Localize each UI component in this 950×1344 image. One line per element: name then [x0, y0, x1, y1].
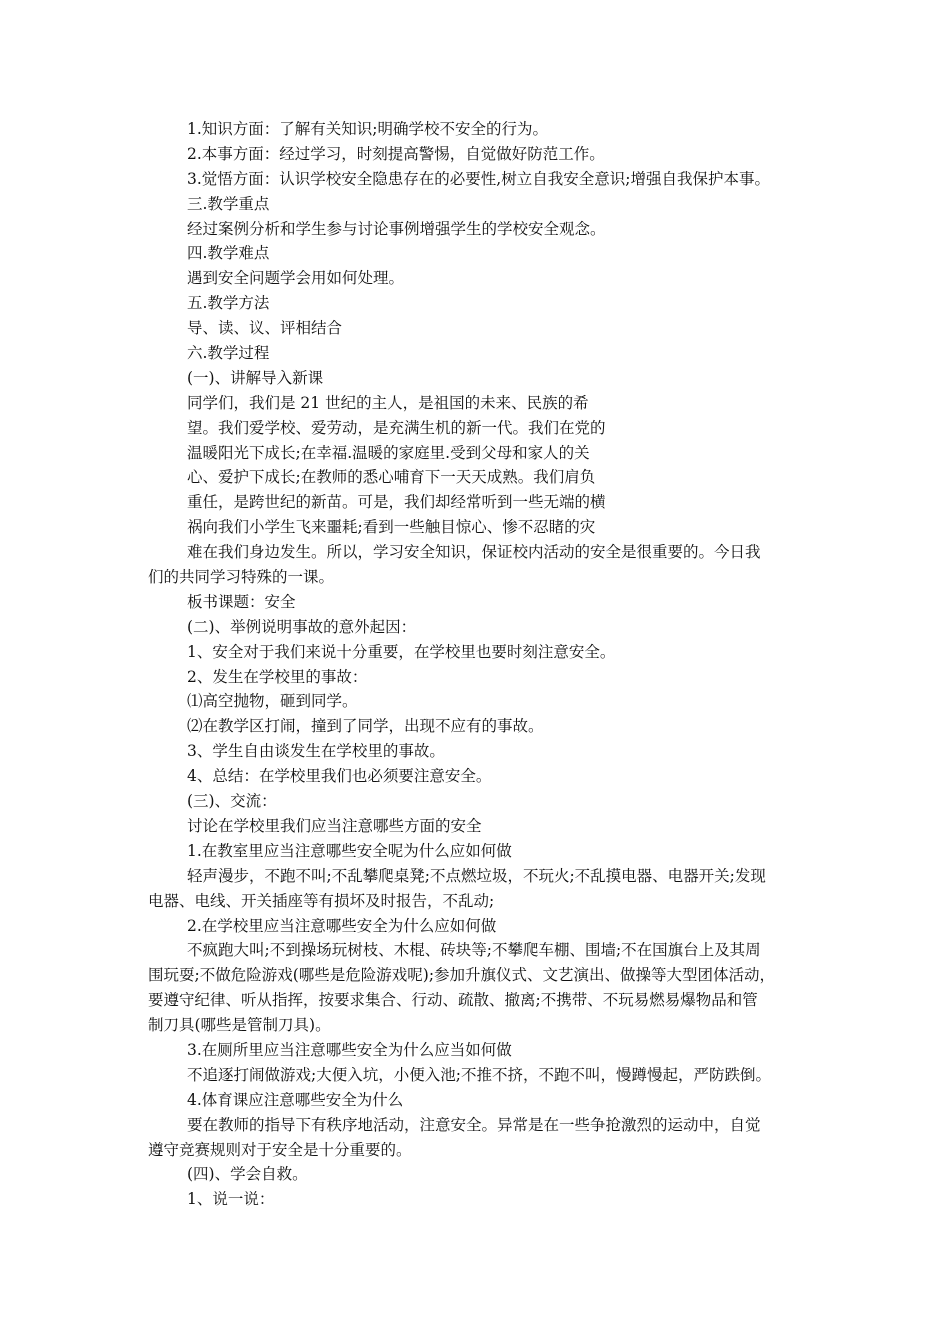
section-heading: 六.教学过程 — [187, 344, 270, 363]
list-item: 4、总结：在学校里我们也必须要注意安全。 — [187, 767, 492, 786]
paragraph-line: 导、读、议、评相结合 — [187, 319, 343, 338]
paragraph-line: 要在教师的指导下有秩序地活动，注意安全。异常是在一些争抢激烈的运动中，自觉 — [187, 1115, 761, 1134]
paragraph-line: 重任，是跨世纪的新苗。可是，我们却经常听到一些无端的横 — [187, 493, 606, 512]
list-item: ⑴高空抛物，砸到同学。 — [187, 692, 358, 711]
paragraph-line: 1.知识方面：了解有关知识;明确学校不安全的行为。 — [187, 120, 549, 138]
paragraph-line: 经过案例分析和学生参与讨论事例增强学生的学校安全观念。 — [187, 219, 606, 238]
list-item: 3、学生自由谈发生在学校里的事故。 — [187, 742, 445, 761]
list-item: 4.体育课应注意哪些安全为什么 — [187, 1090, 404, 1109]
list-item: 1、说一说： — [187, 1190, 275, 1209]
paragraph-line: 同学们，我们是 21 世纪的主人，是祖国的未来、民族的希 — [187, 393, 589, 412]
paragraph-line: 望。我们爱学校、爱劳动，是充满生机的新一代。我们在党的 — [187, 418, 606, 437]
subsection-heading: (二)、举例说明事故的意外起因： — [187, 617, 417, 636]
subsection-heading: (三)、交流： — [187, 792, 277, 811]
document-body — [148, 117, 810, 1212]
subsection-heading: (四)、学会自救。 — [187, 1165, 308, 1184]
paragraph-line: 祸向我们小学生飞来噩耗;看到一些触目惊心、惨不忍睹的灾 — [187, 518, 596, 537]
paragraph-line: 们的共同学习特殊的一课。 — [148, 568, 335, 587]
paragraph-line: 2.本事方面：经过学习，时刻提高警惕，自觉做好防范工作。 — [187, 144, 605, 163]
paragraph-line: 难在我们身边发生。所以，学习安全知识，保证校内活动的安全是很重要的。今日我 — [187, 543, 761, 562]
paragraph-line: 遇到安全问题学会用如何处理。 — [187, 269, 405, 288]
subsection-heading: (一)、讲解导入新课 — [187, 368, 324, 387]
paragraph-line: 3.觉悟方面：认识学校安全隐患存在的必要性,树立自我安全意识;增强自我保护本事。 — [187, 169, 770, 188]
paragraph-line: 要遵守纪律、听从指挥，按要求集合、行动、疏散、撤离;不携带、不玩易燃易爆物品和管 — [148, 991, 758, 1010]
list-item: 2、发生在学校里的事故： — [187, 667, 368, 686]
list-item: 3.在厕所里应当注意哪些安全为什么应当如何做 — [187, 1040, 512, 1059]
list-item: 2.在学校里应当注意哪些安全为什么应如何做 — [187, 916, 497, 935]
list-item: 1、安全对于我们来说十分重要，在学校里也要时刻注意安全。 — [187, 642, 616, 661]
paragraph-line: 讨论在学校里我们应当注意哪些方面的安全 — [187, 816, 482, 835]
paragraph-line: 不疯跑大叫;不到操场玩树枝、木棍、砖块等;不攀爬车棚、围墙;不在国旗台上及其周 — [187, 941, 761, 960]
paragraph-line: 心、爱护下成长;在教师的悉心哺育下一天天成熟。我们肩负 — [187, 468, 596, 487]
section-heading: 三.教学重点 — [187, 194, 270, 213]
paragraph-line: 遵守竞赛规则对于安全是十分重要的。 — [148, 1140, 412, 1159]
paragraph-line: 温暖阳光下成长;在幸福.温暖的家庭里.受到父母和家人的关 — [187, 443, 590, 462]
paragraph-line: 板书课题：安全 — [187, 592, 296, 611]
list-item: 1.在教室里应当注意哪些安全呢为什么应如何做 — [187, 841, 512, 860]
paragraph-line: 制刀具(哪些是管制刀具)。 — [148, 1016, 331, 1035]
section-heading: 五.教学方法 — [187, 294, 270, 313]
paragraph-line: 轻声漫步，不跑不叫;不乱攀爬桌凳;不点燃垃圾，不玩火;不乱摸电器、电器开关;发现 — [187, 866, 766, 885]
list-item: ⑵在教学区打闹，撞到了同学，出现不应有的事故。 — [187, 717, 544, 736]
paragraph-line: 电器、电线、开关插座等有损坏及时报告，不乱动; — [148, 891, 495, 910]
section-heading: 四.教学难点 — [187, 244, 270, 263]
paragraph-line: 不追逐打闹做游戏;大便入坑，小便入池;不推不挤，不跑不叫，慢蹲慢起，严防跌倒。 — [187, 1065, 771, 1084]
paragraph-line: 围玩耍;不做危险游戏(哪些是危险游戏呢);参加升旗仪式、文艺演出、做操等大型团体活动， — [148, 966, 776, 985]
